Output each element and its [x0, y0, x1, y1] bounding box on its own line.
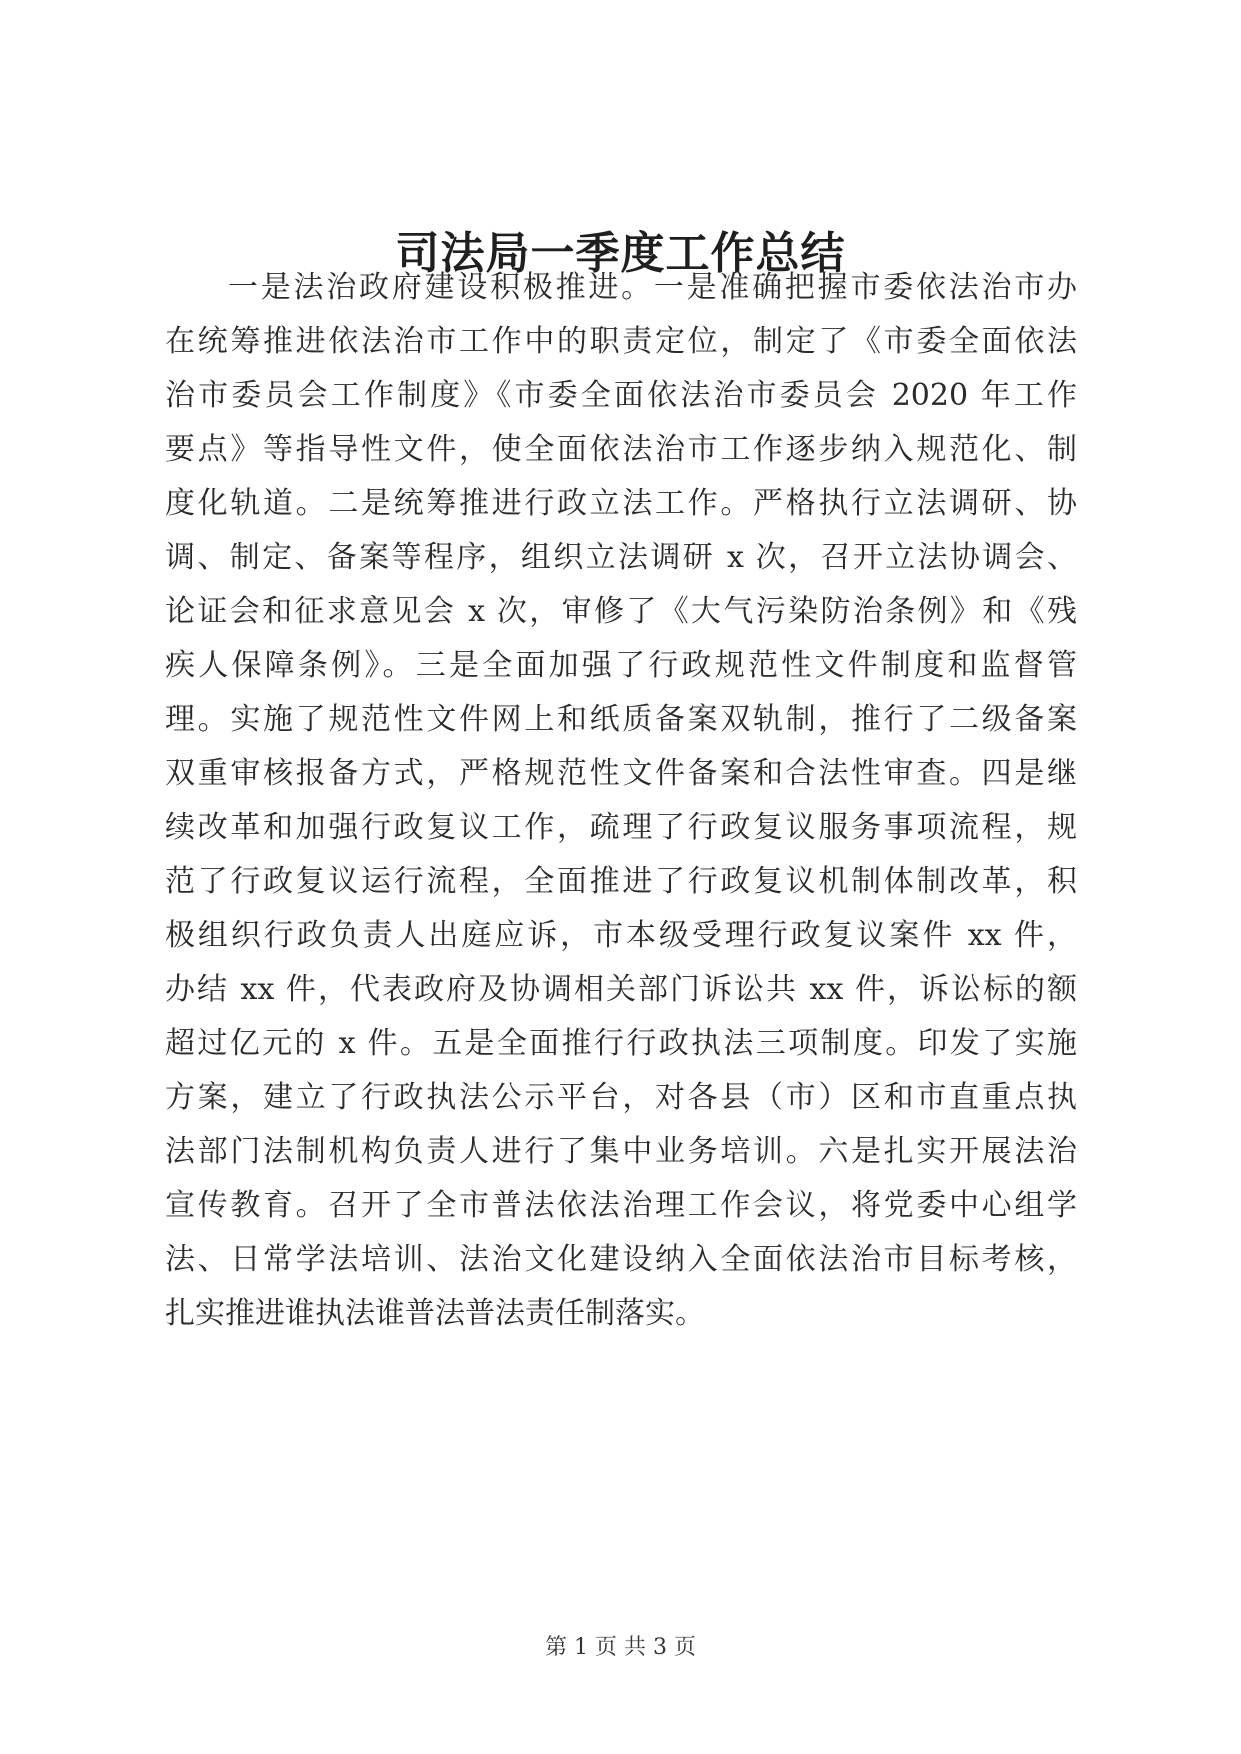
body-line: 扎实推进谁执法谁普法普法责任制落实。 — [165, 1296, 705, 1331]
body-line: 办结 xx 件，代表政府及协调相关部门诉讼共 xx 件，诉讼标的额 — [165, 972, 1077, 1007]
body-line: 调、制定、备案等程序，组织立法调研 x 次，召开立法协调会、 — [165, 540, 1077, 575]
body-line: 要点》等指导性文件，使全面依法治市工作逐步纳入规范化、制 — [165, 432, 1077, 467]
body-line: 续改革和加强行政复议工作，疏理了行政复议服务事项流程，规 — [165, 810, 1077, 845]
document-title: 司法局一季度工作总结 — [395, 228, 846, 279]
body-line: 极组织行政负责人出庭应诉，市本级受理行政复议案件 xx 件， — [165, 918, 1077, 953]
body-line: 方案，建立了行政执法公示平台，对各县（市）区和市直重点执 — [165, 1080, 1077, 1115]
body-line: 论证会和征求意见会 x 次，审修了《大气污染防治条例》和《残 — [165, 594, 1077, 629]
body-line: 法部门法制机构负责人进行了集中业务培训。六是扎实开展法治 — [165, 1134, 1077, 1169]
body-line: 在统筹推进依法治市工作中的职责定位，制定了《市委全面依法 — [165, 324, 1077, 359]
page-number-footer: 第 1 页 共 3 页 — [545, 1635, 696, 1660]
body-line: 疾人保障条例》。三是全面加强了行政规范性文件制度和监督管 — [165, 648, 1077, 683]
body-line: 治市委员会工作制度》《市委全面依法治市委员会 2020 年工作 — [165, 378, 1077, 413]
body-line: 法、日常学法培训、法治文化建设纳入全面依法治市目标考核， — [165, 1242, 1077, 1277]
body-line: 理。实施了规范性文件网上和纸质备案双轨制，推行了二级备案 — [165, 702, 1077, 737]
body-line: 一是法治政府建设积极推进。一是准确把握市委依法治市办 — [228, 270, 1077, 305]
body-line: 宣传教育。召开了全市普法依法治理工作会议，将党委中心组学 — [165, 1188, 1077, 1223]
body-line: 双重审核报备方式，严格规范性文件备案和合法性审查。四是继 — [165, 756, 1077, 791]
body-line: 超过亿元的 x 件。五是全面推行行政执法三项制度。印发了实施 — [165, 1026, 1077, 1061]
body-line: 范了行政复议运行流程，全面推进了行政复议机制体制改革，积 — [165, 864, 1077, 899]
body-line: 度化轨道。二是统筹推进行政立法工作。严格执行立法调研、协 — [165, 486, 1077, 521]
